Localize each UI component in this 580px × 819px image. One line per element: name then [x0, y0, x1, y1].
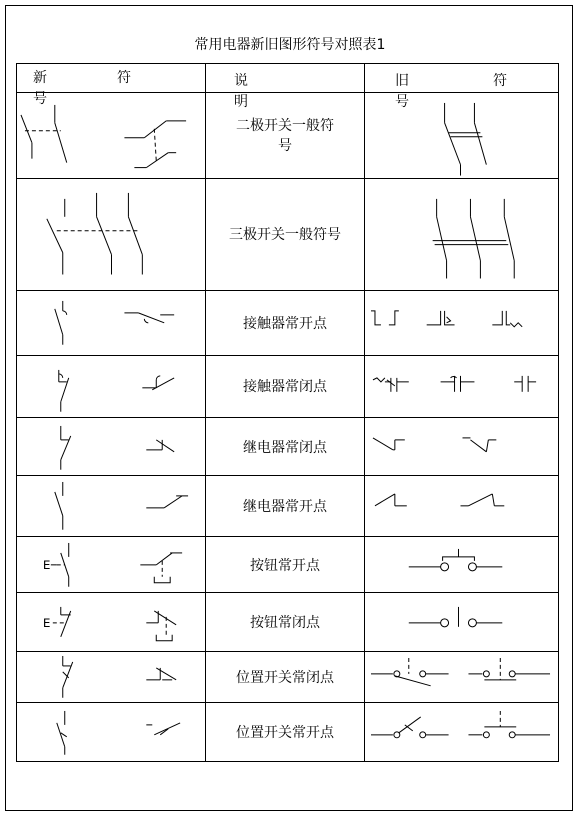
description-cell: [206, 355, 365, 418]
header-desc-char1: 说: [234, 73, 248, 89]
header-new-char3: 号: [33, 91, 47, 107]
description-cell: [206, 652, 365, 703]
new-symbol-cell: [17, 702, 206, 761]
old-symbol-cell: [365, 418, 559, 476]
symbol-row: [17, 476, 559, 537]
description-cell: [206, 536, 365, 593]
two-pole-switch-new-icon: [17, 93, 205, 178]
old-symbol-cell: [365, 702, 559, 761]
new-symbol-cell: [17, 536, 206, 593]
old-symbol-cell: [365, 178, 559, 290]
old-symbol-cell: [365, 652, 559, 703]
new-symbol-cell: [17, 290, 206, 355]
header-desc-char2: 明: [234, 94, 248, 110]
description-text: 按钮常闭点: [250, 615, 320, 632]
new-symbol-cell: [17, 476, 206, 537]
description-cell: [206, 290, 365, 355]
button-no-new-icon: [17, 537, 205, 593]
symbol-row: [17, 536, 559, 593]
description-text: 三极开关一般符号: [229, 227, 341, 244]
description-cell: [206, 93, 365, 179]
description-text: 继电器常开点: [243, 498, 327, 515]
limit-switch-no-new-icon: [17, 703, 205, 761]
description-cell: [206, 593, 365, 652]
old-symbol-cell: [365, 93, 559, 179]
description-text: 位置开关常闭点: [236, 669, 334, 686]
description-cell: [206, 178, 365, 290]
relay-nc-old-icon: [365, 418, 558, 475]
description-text: 接触器常闭点: [243, 379, 327, 396]
header-old-symbol: [365, 64, 559, 110]
description-text: 位置开关常开点: [236, 724, 334, 741]
relay-nc-new-icon: [17, 418, 205, 475]
old-symbol-cell: [365, 355, 559, 418]
header-new-char2: 符: [117, 70, 131, 86]
new-symbol-cell: [17, 593, 206, 652]
three-pole-switch-new-icon: [17, 179, 205, 290]
header-new-symbol: [17, 64, 206, 107]
contactor-nc-old-icon: [365, 356, 558, 418]
new-symbol-cell: [17, 178, 206, 290]
limit-switch-nc-old-icon: [365, 652, 558, 702]
symbol-row: [17, 652, 559, 703]
old-symbol-cell: [365, 290, 559, 355]
three-pole-switch-old-icon: [365, 179, 558, 290]
new-symbol-cell: [17, 652, 206, 703]
symbol-row: [17, 178, 559, 290]
description-text: 二极开关一般符号: [236, 118, 334, 155]
button-e-label: E: [42, 557, 51, 572]
old-symbol-cell: [365, 593, 559, 652]
relay-no-new-icon: [17, 476, 205, 536]
button-no-old-icon: [365, 537, 558, 593]
symbol-row: [17, 702, 559, 761]
symbol-row: [17, 355, 559, 418]
limit-switch-nc-new-icon: [17, 652, 205, 702]
old-symbol-cell: [365, 536, 559, 593]
symbol-row: [17, 290, 559, 355]
two-pole-switch-old-icon: [365, 93, 558, 178]
old-symbol-cell: [365, 476, 559, 537]
symbol-row: [17, 93, 559, 179]
contactor-nc-new-icon: [17, 356, 205, 418]
header-new-char1: 新: [33, 70, 47, 86]
new-symbol-cell: [17, 418, 206, 476]
symbol-row: [17, 418, 559, 476]
relay-no-old-icon: [365, 476, 558, 536]
description-cell: [206, 418, 365, 476]
header-old-char1: 旧: [395, 73, 409, 89]
symbol-table: [16, 63, 559, 762]
button-e-label: E: [42, 616, 51, 631]
header-description: [206, 64, 365, 110]
header-old-char3: 号: [395, 94, 409, 110]
button-nc-old-icon: [365, 593, 558, 651]
button-nc-new-icon: [17, 593, 205, 651]
new-symbol-cell: [17, 93, 206, 179]
new-symbol-cell: [17, 355, 206, 418]
header-old-char2: 符: [493, 73, 507, 89]
page-title: 常用电器新旧图形符号对照表1: [194, 37, 386, 53]
description-text: 继电器常闭点: [243, 439, 327, 456]
contactor-no-old-icon: [365, 291, 558, 355]
description-cell: [206, 476, 365, 537]
limit-switch-no-old-icon: [365, 703, 558, 761]
description-text: 接触器常开点: [243, 315, 327, 332]
symbol-row: [17, 593, 559, 652]
description-cell: [206, 702, 365, 761]
header-row: [17, 64, 559, 93]
description-text: 按钮常开点: [250, 557, 320, 574]
contactor-no-new-icon: [17, 291, 205, 355]
